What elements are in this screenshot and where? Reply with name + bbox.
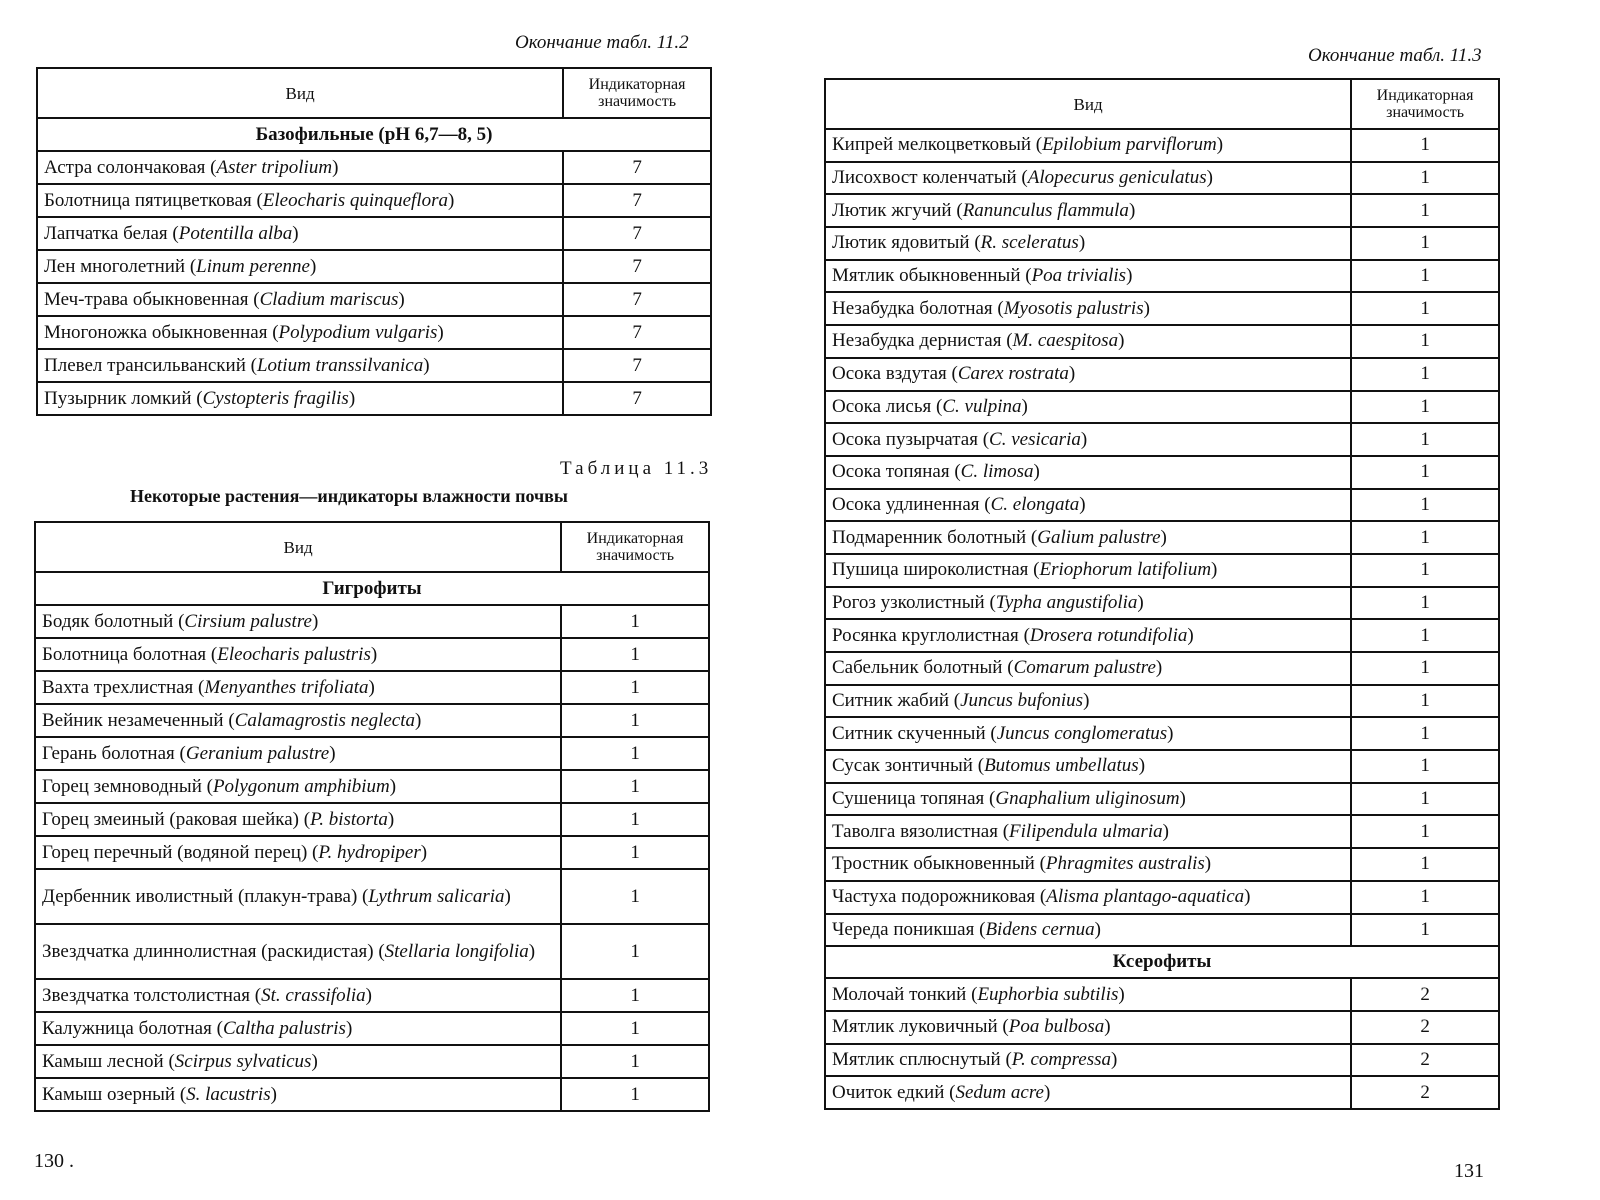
species-cell: Осока пузырчатая (C. vesicaria): [825, 423, 1351, 456]
table-row: [35, 1078, 709, 1111]
species-name: Астра солончаковая: [44, 156, 206, 178]
table-row: [825, 391, 1499, 424]
species-latin-name: Stellaria longifolia: [384, 940, 529, 962]
species-latin-name: Comarum palustre: [1013, 657, 1156, 679]
species-latin-name: Aster tripolium: [216, 156, 333, 178]
species-latin-name: C. elongata: [990, 493, 1080, 515]
table-row: [37, 151, 711, 184]
table-row: [37, 283, 711, 316]
species-latin-name: Eleocharis quinqueflora: [262, 189, 448, 211]
species-cell: Рогоз узколистный (Typha angustifolia): [825, 587, 1351, 620]
table-row: [825, 194, 1499, 227]
species-cell: Лисохвост коленчатый (Alopecurus geniculatus): [825, 162, 1351, 195]
table-row: [35, 836, 709, 869]
species-name: Болотница болотная: [42, 643, 207, 665]
table-11-2: [36, 67, 712, 416]
table-row: [825, 750, 1499, 783]
species-latin-name: St. crassifolia: [261, 984, 366, 1006]
species-latin-name: Cystopteris fragilis: [202, 387, 349, 409]
species-latin-name: Polypodium vulgaris: [278, 321, 438, 343]
species-name: Плевел трансильванский: [44, 354, 246, 376]
significance-value: 7: [563, 316, 711, 349]
species-latin-name: Typha angustifolia: [995, 591, 1138, 613]
species-name: Очиток едкий: [832, 1081, 945, 1103]
species-name: Осока вздутая: [832, 363, 947, 385]
species-name: Таволга вязолистная: [832, 820, 998, 842]
species-latin-name: Eleocharis palustris: [217, 643, 371, 665]
column-header-significance: Индикаторная значимость: [561, 522, 709, 572]
species-name: Звездчатка длиннолистная (раскидистая): [42, 940, 374, 962]
table-row: [825, 554, 1499, 587]
species-name: Сабельник болотный: [832, 657, 1003, 679]
species-latin-name: Euphorbia subtilis: [977, 983, 1119, 1005]
significance-value: 1: [561, 671, 709, 704]
significance-value: 1: [1351, 619, 1499, 652]
significance-value: 1: [1351, 717, 1499, 750]
table-row: [35, 869, 709, 924]
species-name: Лен многолетний: [44, 255, 186, 277]
species-name: Лисохвост коленчатый: [832, 167, 1017, 189]
significance-value: 1: [561, 770, 709, 803]
significance-value: 1: [1351, 129, 1499, 162]
table-row: [35, 671, 709, 704]
species-latin-name: Linum perenne: [196, 255, 310, 277]
table-row: [35, 638, 709, 671]
continuation-caption-11-3: Окончание табл. 11.3: [1308, 45, 1482, 66]
species-cell: Болотница болотная (Eleocharis palustris): [35, 638, 561, 671]
table-row: [825, 456, 1499, 489]
significance-value: 1: [1351, 456, 1499, 489]
species-cell: Череда поникшая (Bidens cernua): [825, 914, 1351, 947]
species-latin-name: Caltha palustris: [222, 1017, 346, 1039]
table-row: [825, 1076, 1499, 1109]
species-latin-name: Drosera rotundifolia: [1029, 624, 1188, 646]
table-row: [37, 382, 711, 415]
significance-value: 7: [563, 151, 711, 184]
species-cell: Камыш лесной (Scirpus sylvaticus): [35, 1045, 561, 1078]
species-latin-name: Galium palustre: [1037, 526, 1161, 548]
species-name: Лютик ядовитый: [832, 232, 970, 254]
species-latin-name: C. limosa: [960, 461, 1034, 483]
species-latin-name: S. lacustris: [186, 1083, 271, 1105]
significance-value: 2: [1351, 1044, 1499, 1077]
table-row: [35, 737, 709, 770]
significance-value: 1: [561, 924, 709, 979]
species-name: Ситник скученный: [832, 722, 986, 744]
species-name: Пушица широколистная: [832, 559, 1029, 581]
species-name: Лютик жгучий: [832, 199, 952, 221]
significance-value: 2: [1351, 1076, 1499, 1109]
species-cell: Мятлик луковичный (Poa bulbosa): [825, 1011, 1351, 1044]
species-cell: Ситник жабий (Juncus bufonius): [825, 685, 1351, 718]
species-cell: Камыш озерный (S. lacustris): [35, 1078, 561, 1111]
species-latin-name: Lotium transsilvanica: [256, 354, 424, 376]
species-name: Череда поникшая: [832, 918, 975, 940]
significance-value: 1: [1351, 652, 1499, 685]
table-row: [37, 250, 711, 283]
species-name: Герань болотная: [42, 742, 175, 764]
species-cell: Осока удлиненная (C. elongata): [825, 489, 1351, 522]
table-11-3-part1: [34, 521, 710, 1112]
species-latin-name: Bidens cernua: [985, 918, 1095, 940]
species-cell: Звездчатка толстолистная (St. crassifolia): [35, 979, 561, 1012]
species-latin-name: Alisma plantago-aquatica: [1046, 886, 1245, 908]
table-row: [825, 1011, 1499, 1044]
species-latin-name: M. caespitosa: [1012, 330, 1119, 352]
species-cell: Осока вздутая (Carex rostrata): [825, 358, 1351, 391]
species-latin-name: Alopecurus geniculatus: [1027, 167, 1207, 189]
significance-value: 1: [1351, 554, 1499, 587]
table-row: [37, 316, 711, 349]
significance-value: 1: [1351, 587, 1499, 620]
species-cell: Лютик жгучий (Ranunculus flammula): [825, 194, 1351, 227]
group-title: Базофильные (рН 6,7—8, 5): [37, 118, 711, 151]
table-11-3-part2: [824, 78, 1500, 1110]
species-name: Мятлик обыкновенный: [832, 265, 1021, 287]
table-number: Таблица 11.3: [560, 458, 713, 479]
significance-value: 1: [1351, 292, 1499, 325]
species-latin-name: Polygonum amphibium: [212, 775, 390, 797]
species-latin-name: Butomus umbellatus: [984, 755, 1139, 777]
significance-value: 1: [561, 737, 709, 770]
species-cell: Болотница пятицветковая (Eleocharis quinqueflora): [37, 184, 563, 217]
species-cell: Сусак зонтичный (Butomus umbellatus): [825, 750, 1351, 783]
significance-value: 1: [561, 638, 709, 671]
significance-value: 1: [1351, 848, 1499, 881]
species-latin-name: Ranunculus flammula: [962, 199, 1129, 221]
significance-value: 1: [561, 605, 709, 638]
significance-value: 1: [561, 704, 709, 737]
species-name: Тростник обыкновенный: [832, 853, 1035, 875]
significance-value: 7: [563, 217, 711, 250]
species-cell: Лен многолетний (Linum perenne): [37, 250, 563, 283]
table-title: Некоторые растения—индикаторы влажности почвы: [130, 486, 568, 506]
species-name: Сусак зонтичный: [832, 755, 973, 777]
species-cell: Лапчатка белая (Potentilla alba): [37, 217, 563, 250]
species-name: Осока топяная: [832, 461, 950, 483]
table-row: [825, 717, 1499, 750]
significance-value: 1: [561, 1045, 709, 1078]
table-row: [825, 881, 1499, 914]
species-cell: Молочай тонкий (Euphorbia subtilis): [825, 978, 1351, 1011]
species-cell: Герань болотная (Geranium palustre): [35, 737, 561, 770]
species-latin-name: Cladium mariscus: [259, 288, 399, 310]
species-cell: Плевел трансильванский (Lotium transsilvanica): [37, 349, 563, 382]
group-title: Гигрофиты: [35, 572, 709, 605]
species-cell: Ситник скученный (Juncus conglomeratus): [825, 717, 1351, 750]
species-cell: Вейник незамеченный (Calamagrostis neglecta): [35, 704, 561, 737]
table-row: [825, 162, 1499, 195]
species-name: Подмаренник болотный: [832, 526, 1027, 548]
column-header-species: Вид: [35, 522, 561, 572]
species-cell: Частуха подорожниковая (Alisma plantago-aquatica): [825, 881, 1351, 914]
table-row: [825, 227, 1499, 260]
species-name: Частуха подорожниковая: [832, 886, 1036, 908]
species-cell: Звездчатка длиннолистная (раскидистая) (Stellaria longifolia): [35, 924, 561, 979]
species-cell: Росянка круглолистная (Drosera rotundifolia): [825, 619, 1351, 652]
species-name: Рогоз узколистный: [832, 591, 985, 613]
species-name: Ситник жабий: [832, 690, 950, 712]
species-name: Калужница болотная: [42, 1017, 212, 1039]
table-row: [825, 848, 1499, 881]
significance-value: 1: [1351, 685, 1499, 718]
table-row: [825, 489, 1499, 522]
species-name: Росянка круглолистная: [832, 624, 1019, 646]
significance-value: 1: [1351, 162, 1499, 195]
species-name: Осока лисья: [832, 395, 932, 417]
significance-value: 1: [561, 836, 709, 869]
species-latin-name: Carex rostrata: [957, 363, 1069, 385]
species-cell: Мятлик сплюснутый (P. compressa): [825, 1044, 1351, 1077]
species-name: Болотница пятицветковая: [44, 189, 252, 211]
species-cell: Тростник обыкновенный (Phragmites australis): [825, 848, 1351, 881]
significance-value: 1: [1351, 227, 1499, 260]
species-latin-name: Potentilla alba: [178, 222, 293, 244]
species-name: Горец змеиный (раковая шейка): [42, 808, 299, 830]
species-name: Многоножка обыкновенная: [44, 321, 268, 343]
significance-value: 7: [563, 382, 711, 415]
significance-value: 1: [1351, 423, 1499, 456]
table-row: [825, 260, 1499, 293]
species-name: Мятлик луковичный: [832, 1016, 998, 1038]
species-name: Незабудка дернистая: [832, 330, 1002, 352]
table-row: [825, 423, 1499, 456]
table-row: [825, 619, 1499, 652]
significance-value: 1: [561, 1012, 709, 1045]
species-cell: Незабудка болотная (Myosotis palustris): [825, 292, 1351, 325]
table-row: [35, 1045, 709, 1078]
table-row: [35, 770, 709, 803]
species-name: Вейник незамеченный: [42, 709, 224, 731]
species-cell: Вахта трехлистная (Menyanthes trifoliata): [35, 671, 561, 704]
table-row: [37, 184, 711, 217]
species-cell: Горец земноводный (Polygonum amphibium): [35, 770, 561, 803]
species-latin-name: R. sceleratus: [980, 232, 1079, 254]
species-latin-name: C. vulpina: [942, 395, 1022, 417]
species-cell: Кипрей мелкоцветковый (Epilobium parviflorum): [825, 129, 1351, 162]
species-cell: Дербенник иволистный (плакун-трава) (Lythrum salicaria): [35, 869, 561, 924]
species-name: Камыш лесной: [42, 1050, 164, 1072]
significance-value: 7: [563, 283, 711, 316]
species-latin-name: Geranium palustre: [185, 742, 330, 764]
significance-value: 2: [1351, 978, 1499, 1011]
table-row: [825, 521, 1499, 554]
significance-value: 1: [1351, 325, 1499, 358]
table-row: [35, 605, 709, 638]
significance-value: 1: [561, 869, 709, 924]
significance-value: 7: [563, 349, 711, 382]
species-name: Вахта трехлистная: [42, 676, 194, 698]
species-cell: Осока лисья (C. vulpina): [825, 391, 1351, 424]
table-row: [825, 587, 1499, 620]
species-cell: Таволга вязолистная (Filipendula ulmaria): [825, 815, 1351, 848]
species-latin-name: P. hydropiper: [318, 841, 421, 863]
table-row: [35, 803, 709, 836]
table-row: [825, 783, 1499, 816]
species-cell: Лютик ядовитый (R. sceleratus): [825, 227, 1351, 260]
table-row: [825, 815, 1499, 848]
significance-value: 1: [1351, 750, 1499, 783]
species-cell: Астра солончаковая (Aster tripolium): [37, 151, 563, 184]
species-cell: Подмаренник болотный (Galium palustre): [825, 521, 1351, 554]
table-row: [825, 978, 1499, 1011]
species-name: Звездчатка толстолистная: [42, 984, 251, 1006]
table-row: [825, 1044, 1499, 1077]
species-name: Молочай тонкий: [832, 983, 967, 1005]
species-name: Сушеница топяная: [832, 788, 985, 810]
species-name: Осока удлиненная: [832, 493, 980, 515]
table-row: [825, 652, 1499, 685]
species-name: Меч-трава обыкновенная: [44, 288, 249, 310]
species-cell: Пузырник ломкий (Cystopteris fragilis): [37, 382, 563, 415]
species-latin-name: Scirpus sylvaticus: [174, 1050, 312, 1072]
species-name: Горец перечный (водяной перец): [42, 841, 308, 863]
significance-value: 7: [563, 250, 711, 283]
species-latin-name: Menyanthes trifoliata: [204, 676, 369, 698]
species-name: Кипрей мелкоцветковый: [832, 134, 1031, 156]
species-latin-name: Calamagrostis neglecta: [234, 709, 416, 731]
species-latin-name: Myosotis palustris: [1003, 297, 1144, 319]
species-latin-name: Filipendula ulmaria: [1009, 820, 1163, 842]
species-cell: Сушеница топяная (Gnaphalium uliginosum): [825, 783, 1351, 816]
column-header-species: Вид: [825, 79, 1351, 129]
page-number-right: 131: [1454, 1160, 1484, 1182]
species-name: Пузырник ломкий: [44, 387, 192, 409]
table-row: [825, 129, 1499, 162]
species-latin-name: Poa trivialis: [1031, 265, 1127, 287]
species-cell: Горец перечный (водяной перец) (P. hydropiper): [35, 836, 561, 869]
species-name: Незабудка болотная: [832, 297, 993, 319]
significance-value: 2: [1351, 1011, 1499, 1044]
species-latin-name: P. bistorta: [310, 808, 388, 830]
species-latin-name: Juncus bufonius: [960, 690, 1084, 712]
group-row: [825, 946, 1499, 978]
significance-value: 1: [1351, 260, 1499, 293]
species-cell: Очиток едкий (Sedum acre): [825, 1076, 1351, 1109]
table-row: [825, 358, 1499, 391]
table-row: [35, 924, 709, 979]
table-row: [37, 349, 711, 382]
species-latin-name: Eriophorum latifolium: [1039, 559, 1212, 581]
significance-value: 1: [561, 803, 709, 836]
species-cell: Горец змеиный (раковая шейка) (P. bistorta): [35, 803, 561, 836]
species-name: Горец земноводный: [42, 775, 202, 797]
group-row: [35, 572, 709, 605]
species-latin-name: Poa bulbosa: [1008, 1016, 1105, 1038]
table-row: [825, 914, 1499, 947]
species-latin-name: C. vesicaria: [989, 428, 1081, 450]
page-number-left: 130 .: [34, 1150, 74, 1172]
species-cell: Бодяк болотный (Cirsium palustre): [35, 605, 561, 638]
significance-value: 1: [1351, 881, 1499, 914]
column-header-significance: Индикаторная значимость: [563, 68, 711, 118]
significance-value: 1: [1351, 521, 1499, 554]
significance-value: 1: [561, 1078, 709, 1111]
species-cell: Мятлик обыкновенный (Poa trivialis): [825, 260, 1351, 293]
species-name: Лапчатка белая: [44, 222, 168, 244]
species-name: Камыш озерный: [42, 1083, 176, 1105]
table-row: [35, 1012, 709, 1045]
species-name: Осока пузырчатая: [832, 428, 978, 450]
significance-value: 1: [1351, 914, 1499, 947]
significance-value: 7: [563, 184, 711, 217]
significance-value: 1: [1351, 815, 1499, 848]
species-latin-name: P. compressa: [1011, 1048, 1112, 1070]
table-row: [37, 217, 711, 250]
species-cell: Многоножка обыкновенная (Polypodium vulgaris): [37, 316, 563, 349]
significance-value: 1: [1351, 783, 1499, 816]
species-name: Бодяк болотный: [42, 610, 174, 632]
species-cell: Сабельник болотный (Comarum palustre): [825, 652, 1351, 685]
species-cell: Осока топяная (C. limosa): [825, 456, 1351, 489]
table-row: [35, 704, 709, 737]
species-latin-name: Gnaphalium uliginosum: [995, 788, 1180, 810]
significance-value: 1: [1351, 489, 1499, 522]
significance-value: 1: [1351, 358, 1499, 391]
group-row: [37, 118, 711, 151]
column-header-significance: Индикаторная значимость: [1351, 79, 1499, 129]
table-row: [825, 325, 1499, 358]
table-row: [825, 292, 1499, 325]
table-row: [35, 979, 709, 1012]
species-latin-name: Lythrum salicaria: [368, 885, 505, 907]
species-cell: Меч-трава обыкновенная (Cladium mariscus): [37, 283, 563, 316]
species-latin-name: Sedum acre: [955, 1081, 1044, 1103]
continuation-caption-11-2: Окончание табл. 11.2: [515, 32, 689, 53]
species-cell: Пушица широколистная (Eriophorum latifolium): [825, 554, 1351, 587]
significance-value: 1: [1351, 194, 1499, 227]
species-cell: Незабудка дернистая (M. caespitosa): [825, 325, 1351, 358]
column-header-species: Вид: [37, 68, 563, 118]
species-name: Дербенник иволистный (плакун-трава): [42, 885, 358, 907]
significance-value: 1: [561, 979, 709, 1012]
species-name: Мятлик сплюснутый: [832, 1048, 1001, 1070]
group-title: Ксерофиты: [825, 946, 1499, 978]
significance-value: 1: [1351, 391, 1499, 424]
species-latin-name: Juncus conglomeratus: [996, 722, 1168, 744]
species-latin-name: Epilobium parviflorum: [1042, 134, 1217, 156]
table-row: [825, 685, 1499, 718]
species-cell: Калужница болотная (Caltha palustris): [35, 1012, 561, 1045]
species-latin-name: Phragmites australis: [1045, 853, 1205, 875]
species-latin-name: Cirsium palustre: [184, 610, 312, 632]
